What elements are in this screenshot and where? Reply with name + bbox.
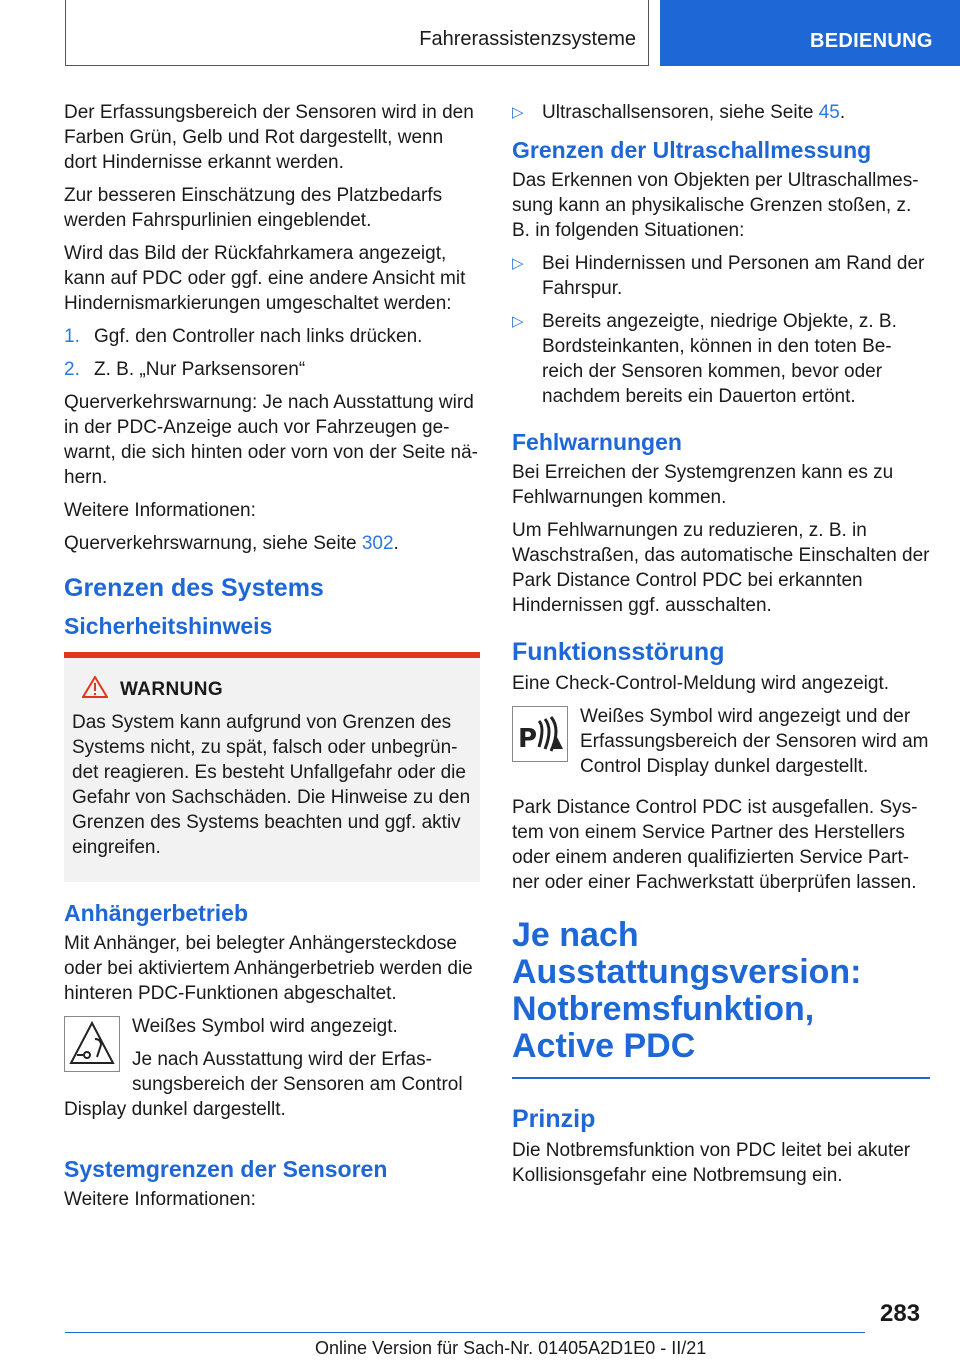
paragraph: Eine Check-Control-Meldung wird angezeigt. bbox=[512, 673, 890, 694]
bullet-item bbox=[512, 309, 930, 409]
footer-version-text: Online Version für Sach-Nr. 01405A2D1E0 - II/21 bbox=[315, 1338, 707, 1358]
heading-ultrasonic: Grenzen der Ultraschallmessung bbox=[512, 137, 872, 163]
warning-box bbox=[64, 652, 480, 882]
heading-line: Je nach bbox=[512, 916, 639, 954]
left-column bbox=[64, 100, 480, 1220]
heading-trailer: Anhängerbetrieb bbox=[64, 900, 249, 926]
paragraph-with-link bbox=[64, 531, 480, 556]
step-number: 1. bbox=[64, 326, 80, 347]
bullet-suffix: . bbox=[839, 102, 846, 123]
paragraph: Bei Erreichen der Systemgrenzen kann es zu Fehlwarnungen kommen. bbox=[512, 462, 894, 508]
bullet-item bbox=[512, 100, 930, 125]
step-number: 2. bbox=[64, 359, 80, 380]
warning-text: Das System kann aufgrund von Grenzen des Systems nicht, zu spät, falsch oder unbegrün‐ det reagieren. Es besteht Unfallgefahr oder die Gefahr von Sachschäden. Die Hinweise zu den Grenzen des Systems beachten und ggf. aktiv eingreifen. bbox=[72, 712, 471, 858]
bullet-item bbox=[512, 251, 930, 301]
bullet-triangle-icon: ▷ bbox=[512, 104, 524, 121]
heading-line: Active PDC bbox=[512, 1027, 696, 1065]
heading-safety: Sicherheitshinweis bbox=[64, 613, 273, 639]
heading-sensor-limits: Systemgrenzen der Sensoren bbox=[64, 1156, 388, 1182]
bullet-list bbox=[512, 100, 930, 125]
header-chapter-title: BEDIENUNG bbox=[810, 30, 933, 52]
paragraph: Querverkehrswarnung: Je nach Ausstattung wird in der PDC-Anzeige auch vor Fahrzeugen ge‐ warnt, die sich hinten oder vorn von der Seite nä‐ hern. bbox=[64, 392, 479, 488]
trailer-icon-block bbox=[64, 1014, 480, 1122]
bullet-text: Bereits angezeigte, niedrige Objekte, z. B. Bordsteinkanten, können in den toten Be‐ reich der Sensoren kommen, bevor oder nachdem bereits ein Dauerton ertönt. bbox=[542, 311, 897, 407]
paragraph: Weißes Symbol wird angezeigt und der Erfassungsbereich der Sensoren wird am Control Display dunkel dargestellt. bbox=[580, 706, 929, 777]
header-section-box bbox=[65, 0, 649, 66]
svg-text:P: P bbox=[518, 724, 538, 754]
paragraph: Das Erkennen von Objekten per Ultraschallmes‐ sung kann an physikalische Grenzen stoßen, z. B. in folgenden Situationen: bbox=[512, 170, 919, 241]
header-section-title: Fahrerassistenzsysteme bbox=[419, 28, 636, 50]
paragraph: Zur besseren Einschätzung des Platzbedarfs werden Fahrspurlinien eingeblendet. bbox=[64, 185, 443, 231]
paragraph: Um Fehlwarnungen zu reduzieren, z. B. in Waschstraßen, das automatische Einschalten der Park Distance Control PDC bei erkannten Hindernissen ggf. ausschalten. bbox=[512, 520, 930, 616]
paragraph: Der Erfassungsbereich der Sensoren wird in den Farben Grün, Gelb und Rot dargestellt, wenn dort Hindernisse erkannt werden. bbox=[64, 102, 474, 173]
pdc-fault-symbol-icon bbox=[512, 706, 568, 762]
footer-divider bbox=[65, 1332, 865, 1333]
warning-title-text: WARNUNG bbox=[120, 679, 224, 700]
heading-false-warnings: Fehlwarnungen bbox=[512, 429, 682, 455]
step-text: Z. B. „Nur Parksensoren“ bbox=[94, 359, 306, 380]
paragraph: Mit Anhänger, bei belegter Anhängersteckdose oder bei aktiviertem Anhängerbetrieb werden die hinteren PDC-Funktionen abgeschaltet. bbox=[64, 933, 473, 1004]
bullet-text: Bei Hindernissen und Personen am Rand der Fahrspur. bbox=[542, 253, 925, 299]
step-text: Ggf. den Controller nach links drücken. bbox=[94, 326, 423, 347]
bullet-triangle-icon: ▷ bbox=[512, 313, 524, 330]
paragraph: Je nach Ausstattung wird der Erfas‐ sungsbereich der Sensoren am Control Display dunkel dargestellt. bbox=[64, 1049, 463, 1120]
header-chapter-box bbox=[660, 0, 960, 66]
heading-emergency-braking bbox=[512, 917, 930, 1079]
step-item bbox=[64, 324, 480, 349]
heading-limits: Grenzen des Systems bbox=[64, 574, 324, 602]
step-item bbox=[64, 357, 480, 382]
page-number: 283 bbox=[880, 1300, 921, 1327]
paragraph: Weitere Informationen: bbox=[64, 1189, 256, 1210]
page-header bbox=[0, 0, 960, 66]
link-suffix: . bbox=[393, 533, 399, 554]
heading-malfunction: Funktionsstörung bbox=[512, 638, 725, 666]
paragraph: Park Distance Control PDC ist ausgefallen. Sys‐ tem von einem Service Partner des Herstellers oder einem anderen qualifizierten Service Part‐ ner oder einer Fachwerkstatt überprüfen lassen. bbox=[512, 797, 918, 893]
page-link-302[interactable]: 302 bbox=[361, 533, 394, 554]
step-list bbox=[64, 324, 480, 382]
page-link-45[interactable]: 45 bbox=[818, 102, 840, 123]
heading-principle: Prinzip bbox=[512, 1105, 596, 1133]
paragraph: Wird das Bild der Rückfahrkamera angezeigt, kann auf PDC oder ggf. eine andere Ansicht mit Hindernismarkierungen umgeschaltet werden: bbox=[64, 243, 466, 314]
heading-line: Ausstattungsversion: bbox=[512, 953, 862, 991]
paragraph: Die Notbremsfunktion von PDC leitet bei akuter Kollisionsgefahr eine Notbremsung ein. bbox=[512, 1140, 911, 1186]
malfunction-icon-block bbox=[512, 704, 930, 779]
bullet-triangle-icon: ▷ bbox=[512, 255, 524, 272]
trailer-symbol-icon bbox=[64, 1016, 120, 1072]
right-column bbox=[512, 100, 930, 1196]
warning-title bbox=[82, 676, 472, 704]
bullet-list bbox=[512, 251, 930, 409]
heading-line: Notbremsfunktion, bbox=[512, 990, 815, 1028]
warning-triangle-icon bbox=[82, 676, 108, 704]
link-prefix: Querverkehrswarnung, siehe Seite bbox=[64, 533, 362, 554]
bullet-text: Ultraschallsensoren, siehe Seite bbox=[542, 102, 819, 123]
paragraph: Weitere Informationen: bbox=[64, 500, 256, 521]
paragraph: Weißes Symbol wird angezeigt. bbox=[132, 1016, 398, 1037]
